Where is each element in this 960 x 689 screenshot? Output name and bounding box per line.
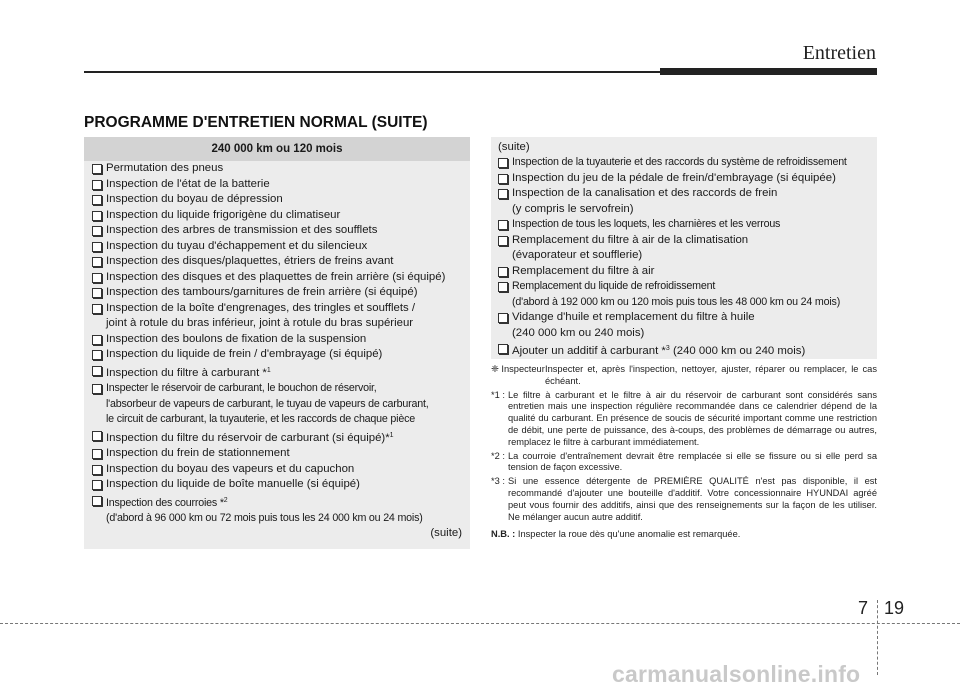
checklist-item — [498, 341, 877, 360]
checkbox-icon — [92, 288, 102, 298]
note-3 — [491, 476, 877, 523]
checklist-item — [92, 428, 470, 447]
checkbox-icon — [92, 335, 102, 345]
checklist-item — [92, 462, 470, 478]
checklist-item — [498, 155, 877, 171]
checklist-item — [92, 270, 470, 286]
checklist-item — [92, 446, 470, 462]
item-text: Inspecter le réservoir de carburant, le bouchon de réservoir, — [106, 382, 377, 394]
checklist-item — [92, 285, 470, 301]
note-mark: ❈ Inspecteur : — [491, 364, 550, 374]
checkbox-icon — [498, 282, 508, 292]
item-subtext: (évaporateur et soufflerie) — [512, 249, 643, 261]
checkbox-icon — [498, 158, 508, 168]
item-subtext: le circuit de carburant, la tuyauterie, et les raccords de chaque pièce — [106, 413, 415, 425]
continued-heading: (suite) — [498, 141, 530, 153]
checklist-item — [498, 217, 877, 233]
item-subtext: (d'abord à 96 000 km ou 72 mois puis tous les 24 000 km ou 24 mois) — [106, 512, 423, 524]
checklist-item — [498, 264, 877, 280]
checkbox-icon — [92, 431, 102, 441]
item-text: Remplacement du liquide de refroidissement — [512, 280, 716, 292]
item-text: Vidange d'huile et remplacement du filtre à huile — [512, 311, 755, 323]
item-text: Inspection du liquide frigorigène du climatiseur — [106, 208, 341, 221]
nb-text: Inspecter la roue dès qu'une anomalie est remarquée. — [517, 529, 741, 540]
item-text: Remplacement du filtre à air — [512, 264, 655, 277]
checkbox-icon — [498, 313, 508, 323]
checklist-item — [498, 186, 877, 217]
header-rule-thin — [84, 71, 660, 73]
item-text: Inspection de l'état de la batterie — [106, 177, 270, 190]
checkbox-icon — [92, 465, 102, 475]
checklist-item — [92, 301, 470, 332]
note-1 — [491, 390, 877, 449]
item-subtext: (240 000 km ou 240 mois) — [512, 326, 645, 339]
item-subtext: (y compris le servofrein) — [512, 202, 634, 215]
footnote-ref: 1 — [266, 366, 271, 374]
checklist-item — [92, 363, 470, 382]
checkbox-icon — [498, 267, 508, 277]
item-text: Inspection du liquide de frein / d'embrayage (si équipé) — [106, 348, 383, 360]
checklist-item — [92, 254, 470, 270]
note-text: Inspecter et, après l'inspection, nettoyer, ajuster, réparer ou remplacer, le cas échéant. — [545, 364, 877, 386]
maintenance-box-right — [491, 137, 877, 359]
item-text: Inspection des tambours/garnitures de frein arrière (si équipé) — [106, 286, 418, 298]
nb-label: N.B. : — [491, 529, 516, 540]
header-rule-thick — [660, 68, 877, 75]
footer-dashed-rule — [0, 623, 960, 624]
note-text: Si une essence détergente de PREMIÈRE QUALITÉ n'est pas disponible, il est recommandé d'ajouter une bouteille d'additif. Votre concessionnaire HYUNDAI agréé peut vous fournir des additifs, ainsi que des renseignements sur la façon de les utiliser. Ne mélanger aucun autre additif. — [508, 476, 877, 522]
checkbox-icon — [92, 211, 102, 221]
checklist-item — [498, 279, 877, 310]
checkbox-icon — [92, 384, 102, 394]
item-text: Inspection des disques et des plaquettes de frein arrière (si équipé) — [106, 270, 446, 283]
note-text: Le filtre à carburant et le filtre à air du réservoir de carburant sont considérés sans entretien mais une inspection régulière recommandée dans ce calendrier dépend de la qualité du carburant. En présence de soucis de sécurité important comme une restriction de débit, une perte de puissance, des à-coups, des problèmes de démarrage ou autres, remplacez le filtre à carburant immédiatement. — [508, 389, 877, 447]
item-subtext: joint à rotule du bras inférieur, joint à rotule du bras supérieur — [106, 317, 414, 329]
checklist-item — [92, 493, 470, 527]
footnote-ref: 2 — [223, 496, 228, 504]
checkbox-icon — [498, 220, 508, 230]
note-inspecteur — [491, 364, 877, 388]
footnotes — [491, 364, 877, 541]
note-2 — [491, 451, 877, 475]
checklist-item — [92, 477, 470, 493]
note-text: La courroie d'entraînement devrait être remplacée si elle se fissure ou si elle perd sa tension de façon excessive. — [508, 450, 877, 473]
checkbox-icon — [498, 174, 508, 184]
checklist-item — [92, 381, 470, 428]
checkbox-icon — [92, 480, 102, 490]
item-text: Inspection du filtre du réservoir de carburant (si équipé)* — [106, 431, 390, 444]
item-text: Inspection de tous les loquets, les charnières et les verrous — [512, 218, 781, 230]
checkbox-icon — [498, 344, 508, 354]
item-text: Inspection des courroies * — [106, 496, 224, 509]
note-mark: *2 : — [491, 450, 505, 461]
footnote-ref: 1 — [389, 431, 394, 439]
section-title: PROGRAMME D'ENTRETIEN NORMAL (SUITE) — [84, 114, 428, 131]
nb-note — [491, 529, 877, 541]
item-text: Remplacement du filtre à air de la climatisation — [512, 233, 749, 246]
item-text: Inspection du boyau de dépression — [106, 193, 283, 205]
checkbox-icon — [92, 226, 102, 236]
watermark: carmanualsonline.info — [612, 661, 861, 687]
item-text: Inspection des boulons de fixation de la suspension — [106, 332, 367, 345]
note-mark: *1 : — [491, 389, 505, 400]
checkbox-icon — [92, 449, 102, 459]
page-number: 19 — [884, 598, 905, 618]
item-text: Inspection du boyau des vapeurs et du capuchon — [106, 462, 355, 475]
item-text: Inspection de la tuyauterie et des raccords du système de refroidissement — [512, 156, 847, 168]
checklist-item — [92, 347, 470, 363]
right-checklist — [491, 155, 877, 360]
checklist-item — [498, 233, 877, 264]
item-text: Inspection du jeu de la pédale de frein/d'embrayage (si équipée) — [512, 171, 836, 184]
checkbox-icon — [92, 257, 102, 267]
item-text: Inspection des disques/plaquettes, étriers de freins avant — [106, 255, 394, 267]
interval-heading: 240 000 km ou 120 mois — [84, 137, 470, 161]
item-text: Inspection de la boîte d'engrenages, des tringles et soufflets / — [106, 301, 416, 314]
item-subtext: (d'abord à 192 000 km ou 120 mois puis tous les 48 000 km ou 24 mois) — [512, 295, 841, 308]
continued-label: (suite) — [430, 526, 462, 539]
checkbox-icon — [92, 366, 102, 376]
checkbox-icon — [92, 304, 102, 314]
checklist-item — [92, 332, 470, 348]
left-checklist — [84, 161, 470, 527]
note-mark: *3 : — [491, 476, 505, 487]
checkbox-icon — [92, 496, 102, 506]
item-text: Permutation des pneus — [106, 162, 224, 174]
checklist-item — [498, 310, 877, 341]
checklist-item — [92, 161, 470, 177]
chapter-number: 7 — [858, 598, 869, 618]
item-text: Inspection du tuyau d'échappement et du silencieux — [106, 239, 368, 252]
checkbox-icon — [92, 164, 102, 174]
item-text: Ajouter un additif à carburant * — [512, 345, 666, 357]
item-text-tail: (240 000 km ou 240 mois) — [669, 345, 806, 357]
item-text: Inspection du liquide de boîte manuelle (si équipé) — [106, 478, 360, 490]
item-text: Inspection de la canalisation et des raccords de frein — [512, 187, 778, 199]
item-text: Inspection des arbres de transmission et des soufflets — [106, 224, 378, 236]
footnote-ref: 3 — [665, 345, 670, 352]
checkbox-icon — [92, 242, 102, 252]
item-text: Inspection du frein de stationnement — [106, 447, 290, 459]
item-text: Inspection du filtre à carburant * — [106, 366, 267, 379]
checkbox-icon — [92, 195, 102, 205]
checkbox-icon — [498, 236, 508, 246]
checkbox-icon — [92, 273, 102, 283]
footer-vertical-dash — [877, 600, 878, 675]
checklist-item — [92, 223, 470, 239]
checklist-item — [92, 192, 470, 208]
checkbox-icon — [92, 350, 102, 360]
checklist-item — [92, 177, 470, 193]
item-subtext: l'absorbeur de vapeurs de carburant, le tuyau de vapeurs de carburant, — [106, 397, 429, 410]
checklist-item — [92, 208, 470, 224]
checkbox-icon — [498, 189, 508, 199]
checklist-item — [498, 171, 877, 187]
maintenance-box-left — [84, 137, 470, 549]
checklist-item — [92, 239, 470, 255]
checkbox-icon — [92, 180, 102, 190]
chapter-header-title: Entretien — [802, 42, 876, 64]
